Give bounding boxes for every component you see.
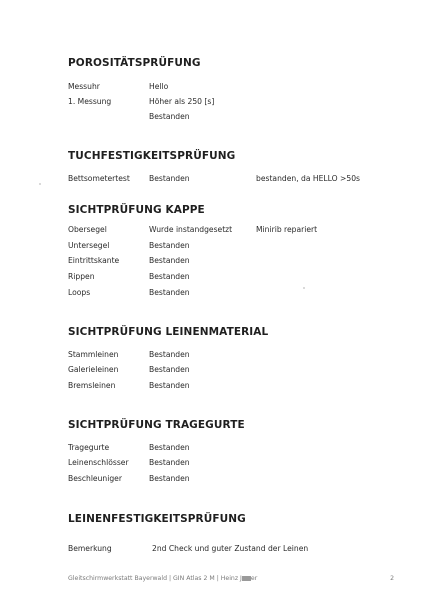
section-heading: POROSITÄTSPRÜFUNG <box>68 57 201 69</box>
scan-speck <box>303 287 305 289</box>
section-heading: TUCHFESTIGKEITSPRÜFUNG <box>68 150 236 162</box>
row-label: Untersegel <box>68 241 110 250</box>
row-label: Beschleuniger <box>68 474 122 483</box>
table-row <box>68 272 398 282</box>
row-value: Bestanden <box>149 241 190 250</box>
row-label: Tragegurte <box>68 443 110 452</box>
row-label: Leinenschlösser <box>68 458 129 467</box>
row-value: Bestanden <box>149 272 190 281</box>
row-value: Bestanden <box>149 174 190 183</box>
row-value: 2nd Check und guter Zustand der Leinen <box>152 544 309 553</box>
table-row <box>68 350 398 360</box>
row-value: Bestanden <box>149 350 190 359</box>
table-row <box>68 365 398 375</box>
row-label: Messuhr <box>68 82 100 91</box>
scan-speck <box>39 183 41 185</box>
row-value: Wurde instandgesetzt <box>149 225 233 234</box>
row-label: Loops <box>68 288 91 297</box>
table-row <box>68 458 398 468</box>
page-number: 2 <box>390 575 394 582</box>
table-row <box>68 112 398 122</box>
section-heading: LEINENFESTIGKEITSPRÜFUNG <box>68 513 246 525</box>
page-footer <box>68 575 394 582</box>
table-row <box>68 225 398 235</box>
row-label: 1. Messung <box>68 97 112 106</box>
row-value: Bestanden <box>149 256 190 265</box>
row-label: Bremsleinen <box>68 381 116 390</box>
row-label: Stammleinen <box>68 350 119 359</box>
row-label: Eintrittskante <box>68 256 120 265</box>
section-leinenfestigkeitspruefung <box>68 513 398 553</box>
row-value: Bestanden <box>149 458 190 467</box>
table-row <box>68 241 398 251</box>
row-label: Obersegel <box>68 225 107 234</box>
section-heading: SICHTPRÜFUNG TRAGEGURTE <box>68 419 245 431</box>
row-value: Bestanden <box>149 474 190 483</box>
section-porositaetspruefung <box>68 57 398 121</box>
table-row <box>68 474 398 484</box>
section-sichtpruefung-tragegurte <box>68 419 398 483</box>
table-row <box>68 256 398 266</box>
table-row <box>68 381 398 391</box>
row-value: Hello <box>149 82 169 91</box>
table-row <box>68 97 398 107</box>
table-row <box>68 544 398 554</box>
redaction-smudge <box>242 576 251 581</box>
row-value: Bestanden <box>149 381 190 390</box>
footer-text: Gleitschirmwerkstatt Bayerwald | GIN Atlas 2 M | Heinz J <box>68 575 242 582</box>
section-sichtpruefung-leinenmaterial <box>68 326 398 390</box>
section-tuchfestigkeitspruefung <box>68 150 398 183</box>
row-value: Bestanden <box>149 443 190 452</box>
section-heading: SICHTPRÜFUNG KAPPE <box>68 204 205 216</box>
table-row <box>68 174 398 184</box>
row-value: Höher als 250 [s] <box>149 97 215 106</box>
row-label: Rippen <box>68 272 95 281</box>
row-label: Bemerkung <box>68 544 112 553</box>
footer-text-tail: er <box>250 575 258 582</box>
section-heading: SICHTPRÜFUNG LEINENMATERIAL <box>68 326 269 338</box>
row-label: Galerieleinen <box>68 365 119 374</box>
table-row <box>68 288 398 298</box>
row-note: Minirib repariert <box>256 225 318 234</box>
row-value: Bestanden <box>149 288 190 297</box>
table-row <box>68 82 398 92</box>
row-value: Bestanden <box>149 365 190 374</box>
table-row <box>68 443 398 453</box>
row-label: Bettsometertest <box>68 174 130 183</box>
row-note: bestanden, da HELLO >50s <box>256 174 360 183</box>
section-sichtpruefung-kappe <box>68 204 398 297</box>
row-value: Bestanden <box>149 112 190 121</box>
